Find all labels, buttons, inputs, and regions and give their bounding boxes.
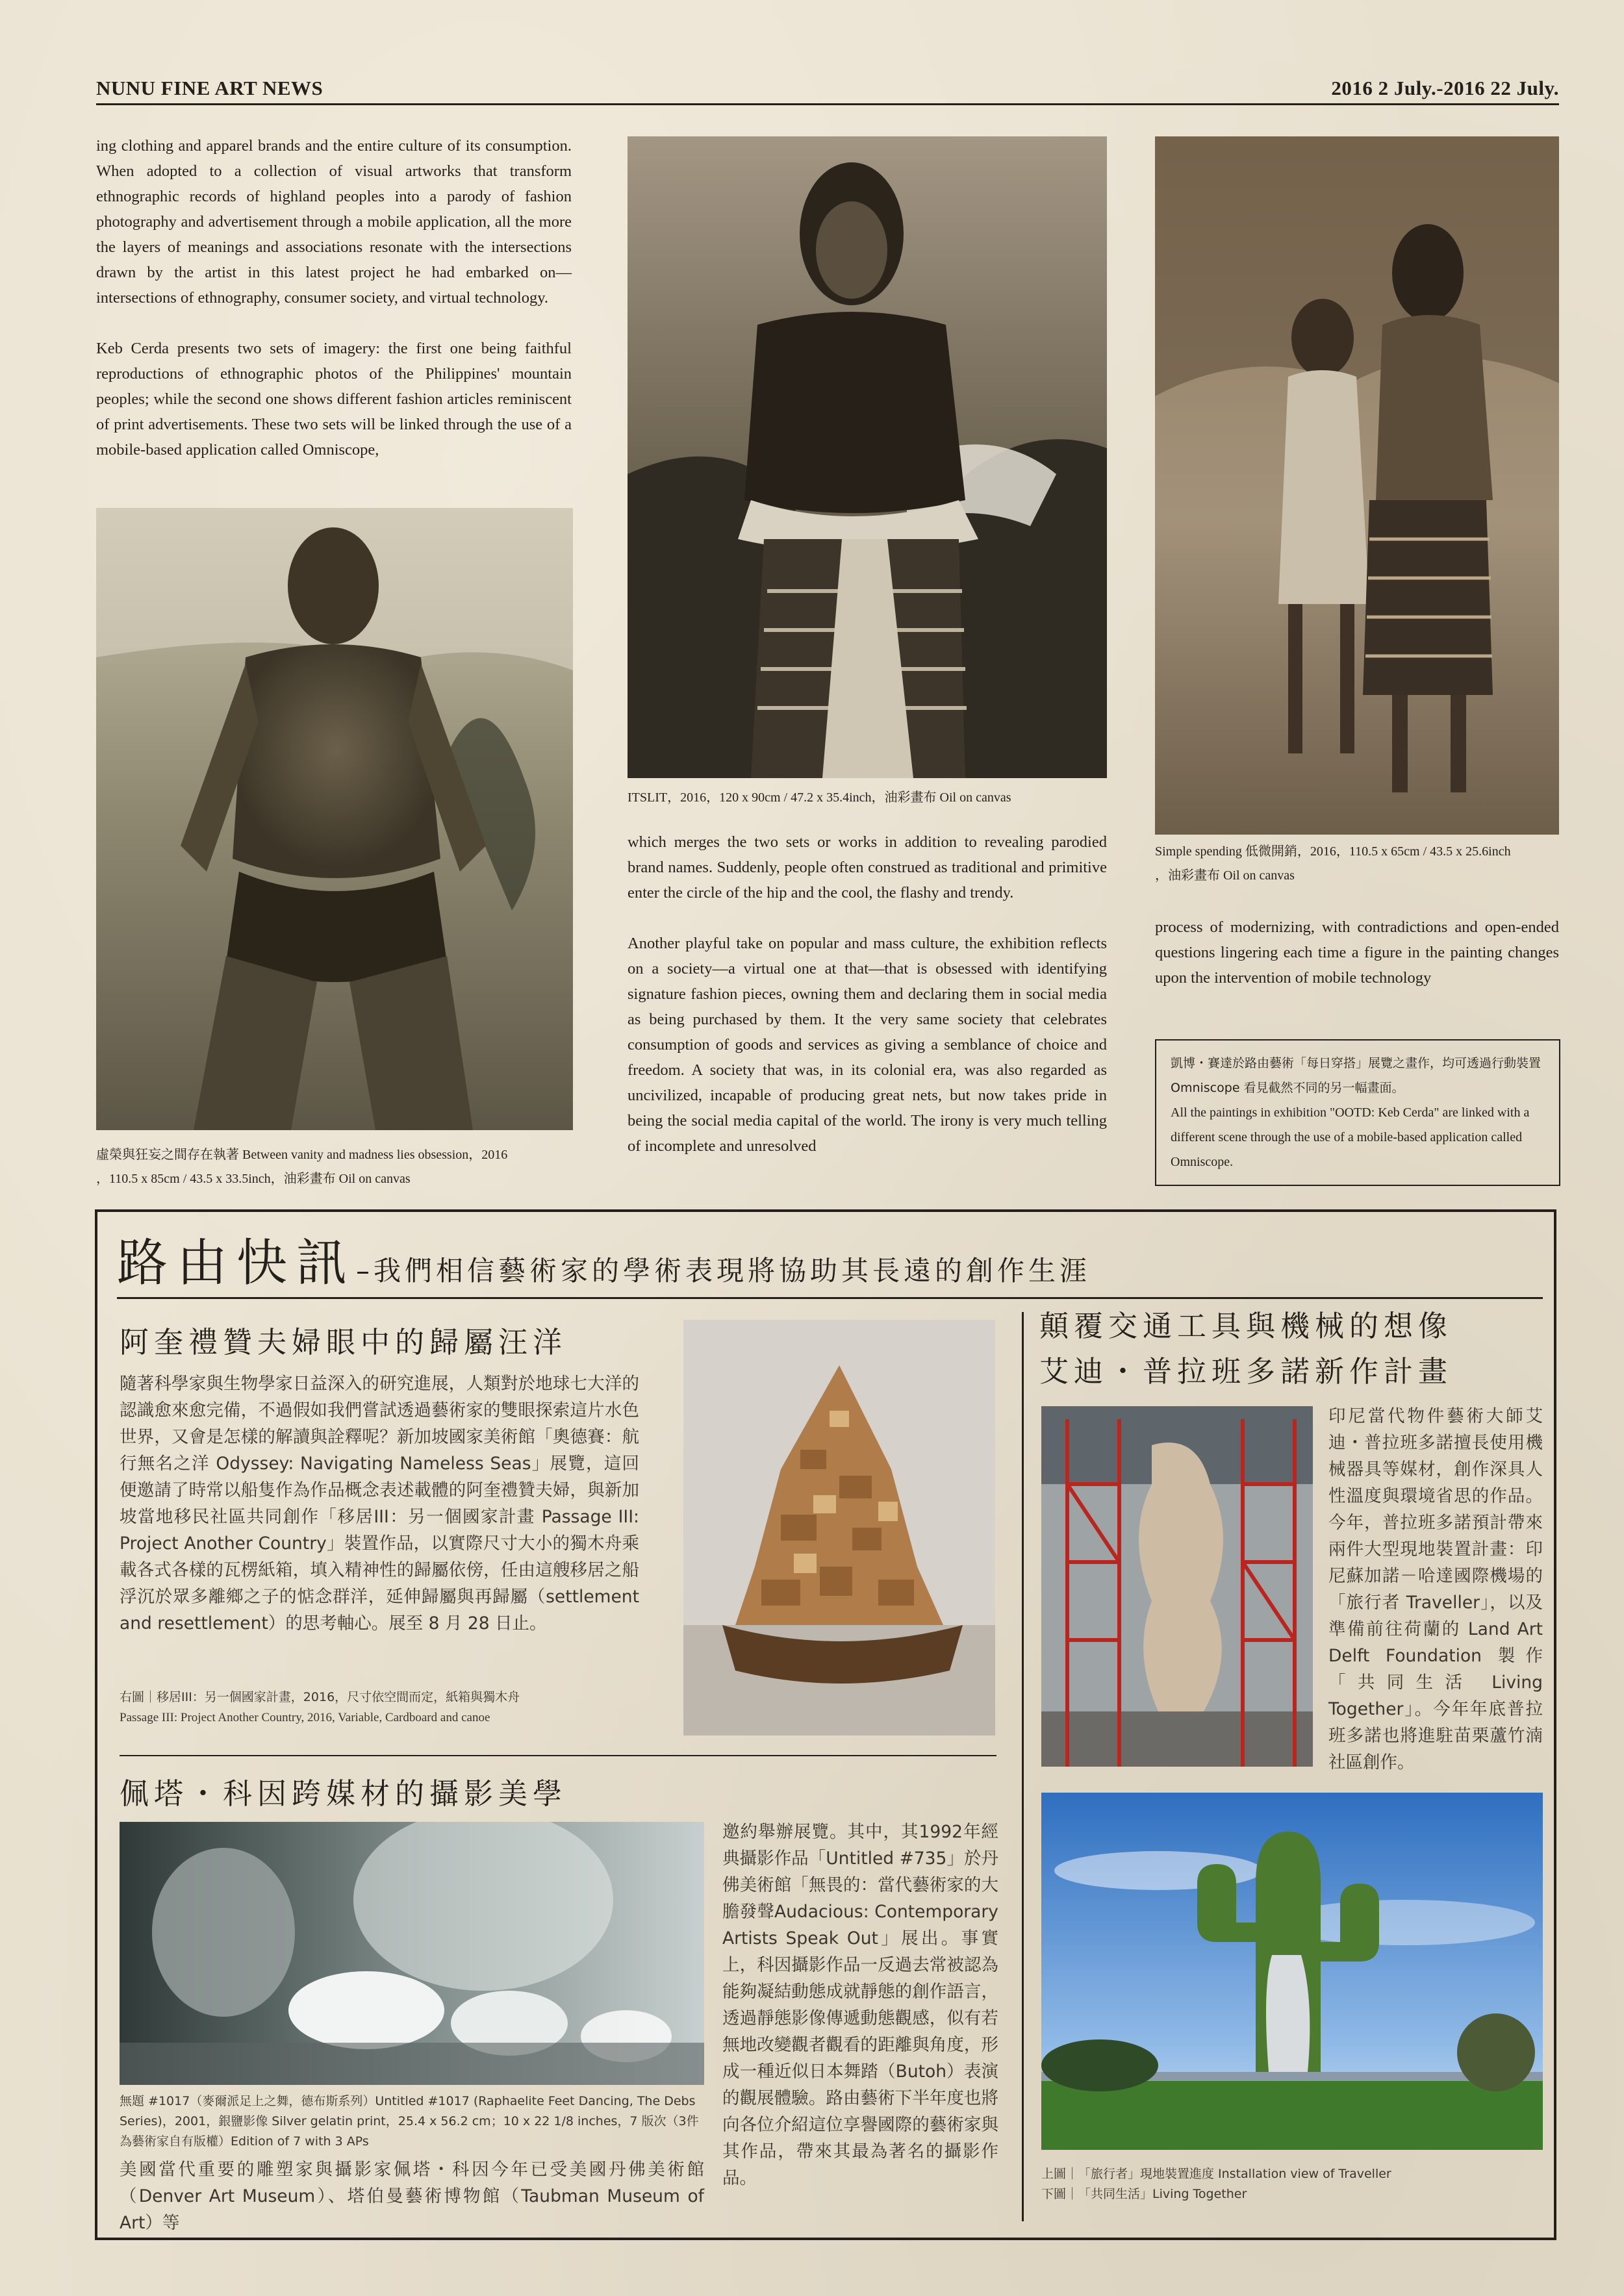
story1-title: 阿奎禮贊夫婦眼中的歸屬汪洋 bbox=[120, 1325, 568, 1359]
article-paragraph: which merges the two sets or works in addition to revealing parodied brand names. Suddenly, people often construed as traditional and primitive enter the circle of the hip and the cool, the flashy and trendy. bbox=[628, 833, 1107, 902]
masthead: NUNU FINE ART NEWS bbox=[96, 77, 324, 99]
photo-passage-iii-boat bbox=[683, 1320, 995, 1735]
painting-itslit bbox=[628, 136, 1107, 778]
note-english: All the paintings in exhibition "OOTD: Keb Cerda" are linked with a different scene through the use of a mobile-based application called Omniscope. bbox=[1171, 1105, 1530, 1169]
caption-line: Passage III: Project Another Country, 2016, Variable, Cardboard and canoe bbox=[120, 1711, 490, 1724]
story1-caption bbox=[120, 1687, 652, 1728]
article-paragraph: Another playful take on popular and mass culture, the exhibition reflects on a society—a virtual one at that—that is obsessed with identifying signature fashion pieces, owning them and declaring them in social media as being purchased by them. It the very same society that celebrates consumption of goods and services as giving a semblance of choice and freedom. A society that was, in its colonial era, was also regarded as uncivilized, incapable of producing great nets, but now takes pride in being the social media capital of the world. The irony is very much telling of incomplete and unresolved bbox=[628, 935, 1107, 1155]
note-chinese: 凱博・賽達於路由藝術「每日穿搭」展覽之畫作，均可透過行動裝置 Omniscope 看見截然不同的另一幅畫面。 bbox=[1171, 1056, 1542, 1095]
painting-simple-spending bbox=[1155, 136, 1559, 835]
story-divider bbox=[120, 1755, 996, 1756]
issue-dates: 2016 2 July.-2016 22 July. bbox=[1331, 77, 1559, 99]
caption-line: 右圖｜移居III：另一個國家計畫，2016，尺寸依空間而定，紙箱與獨木舟 bbox=[120, 1690, 520, 1704]
news-title-sub: –我們相信藝術家的學術表現將協助其長遠的創作生涯 bbox=[356, 1255, 1091, 1287]
news-title-rule bbox=[117, 1297, 1543, 1299]
story2-title: 佩塔・科因跨媒材的攝影美學 bbox=[120, 1776, 568, 1811]
caption-painting-3 bbox=[1155, 840, 1571, 888]
story2-caption: 無題 #1017（麥爾派足上之舞，德布斯系列）Untitled #1017 (Raphaelite Feet Dancing, The Debs Series)，2001，銀鹽影像 Silver gelatin print，25.4 x 56.2 cm；10 x 22 1/8 inches，7 版次（3件為藝術家自有版權）Edition of 7 with 3 APs bbox=[120, 2094, 699, 2149]
photo-untitled-1017 bbox=[120, 1822, 704, 2085]
story2-body-left: 美國當代重要的雕塑家與攝影家佩塔・科因今年已受美國丹佛美術館（Denver Art Museum）、塔伯曼藝術博物館（Taubman Museum of Art）等 bbox=[120, 2160, 704, 2233]
painting-vanity-madness bbox=[96, 508, 573, 1130]
story3-title-line1: 顛覆交通工具與機械的想像 bbox=[1039, 1309, 1453, 1343]
story2-body-right: 邀約舉辦展覽。其中，其1992年經典攝影作品「Untitled #735」於丹佛美術館「無畏的：當代藝術家的大膽發聲Audacious: Contemporary Artists Speak Out」展出。事實上，科因攝影作品一反過去常被認為能夠凝結動態成就靜態的創作語言，透過靜態影像傳遞動態觀感，似有若無地改變觀者觀看的距離與角度，形成一種近似日本舞踏（Butoh）表演的觀展體驗。路由藝術下半年度也將向各位介紹這位享譽國際的藝術家與其作品，帶來其最為著名的攝影作品。 bbox=[722, 1822, 998, 2188]
news-title-main: 路由快訊 bbox=[117, 1234, 357, 1293]
story3-body: 印尼當代物件藝術大師艾迪・普拉班多諾擅長使用機械器具等媒材，創作深具人性溫度與環境省思的作品。今年，普拉班多諾預計帶來兩件大型現地裝置計畫：印尼蘇加諾－哈達國際機場的「旅行者 Traveller」，以及準備前往荷蘭的 Land Art Delft Foundation 製作「共同生活 Living Together」。今年年底普拉班多諾也將進駐苗栗蘆竹湳社區創作。 bbox=[1328, 1406, 1543, 1772]
article-column-3: process of modernizing, with contradictions and open-ended questions lingering each time a figure in the painting changes upon the intervention of mobile technology bbox=[1155, 918, 1559, 987]
article-column-2 bbox=[628, 829, 1107, 1159]
article-paragraph: Keb Cerda presents two sets of imagery: the first one being faithful reproductions of ethnographic photos of the Philippines' mountain peoples; while the second one shows different fashion articles reminiscent of print advertisements. These two sets will be linked through the use of a mobile-based application called Omniscope, bbox=[96, 340, 572, 459]
caption-line: 上圖｜「旅行者」現地裝置進度 Installation view of Traveller bbox=[1041, 2167, 1391, 2181]
story1-body: 隨著科學家與生物學家日益深入的研究進展，人類對於地球七大洋的認識愈來愈完備，不過假如我們嘗試透過藝術家的雙眼探索這片水色世界，又會是怎樣的解讀與詮釋呢？新加坡國家美術館「奧德賽：航行無名之洋 Odyssey: Navigating Nameless Seas」展覽，這回便邀請了時常以船隻作為作品概念表述載體的阿奎禮贊夫婦，與新加坡當地移民社區共同創作「移居III：另一個國家計畫 Passage III: Project Another Country」裝置作品，以實際尺寸大小的獨木舟乘載各式各樣的瓦楞紙箱，填入精神性的歸屬依傍，任由這艘移居之船浮沉於眾多離鄉之子的惦念群洋，延伸歸屬與再歸屬（settlement and resettlement）的思考軸心。展至 8 月 28 日止。 bbox=[120, 1374, 639, 1634]
caption-line: ，110.5 x 85cm / 43.5 x 33.5inch，油彩畫布 Oil on canvas bbox=[96, 1172, 411, 1186]
news-column-divider bbox=[1022, 1312, 1024, 2221]
caption-line: Simple spending 低微開銷，2016，110.5 x 65cm / 43.5 x 25.6inch bbox=[1155, 844, 1511, 859]
photo-living-together bbox=[1041, 1793, 1543, 2150]
caption-line: 虛榮與狂妄之間存在執著 Between vanity and madness lies obsession，2016 bbox=[96, 1148, 508, 1162]
article-paragraph: ing clothing and apparel brands and the entire culture of its consumption. When adopted to a collection of visual artworks that transform ethnographic records of highland peoples into a parody of fashion photography and advertisement through a mobile application, all the more the layers of meanings and associations resonate with the intersections drawn by the artist in this latest project he had embarked on—intersections of ethnography, consumer society, and virtual technology. bbox=[96, 137, 572, 307]
caption-line: 下圖｜「共同生活」Living Together bbox=[1041, 2187, 1247, 2201]
story3-caption bbox=[1041, 2164, 1548, 2204]
caption-painting-2: ITSLIT，2016，120 x 90cm / 47.2 x 35.4inch，油彩畫布 Oil on canvas bbox=[628, 790, 1011, 805]
story3-title-line2: 艾迪・普拉班多諾新作計畫 bbox=[1039, 1354, 1453, 1389]
header-rule bbox=[96, 103, 1559, 105]
article-column-1 bbox=[96, 133, 572, 462]
caption-line: ，油彩畫布 Oil on canvas bbox=[1155, 868, 1295, 883]
omniscope-note bbox=[1155, 1039, 1560, 1186]
photo-traveller-installation bbox=[1041, 1406, 1313, 1767]
news-title bbox=[117, 1222, 1546, 1295]
caption-painting-1 bbox=[96, 1143, 590, 1191]
